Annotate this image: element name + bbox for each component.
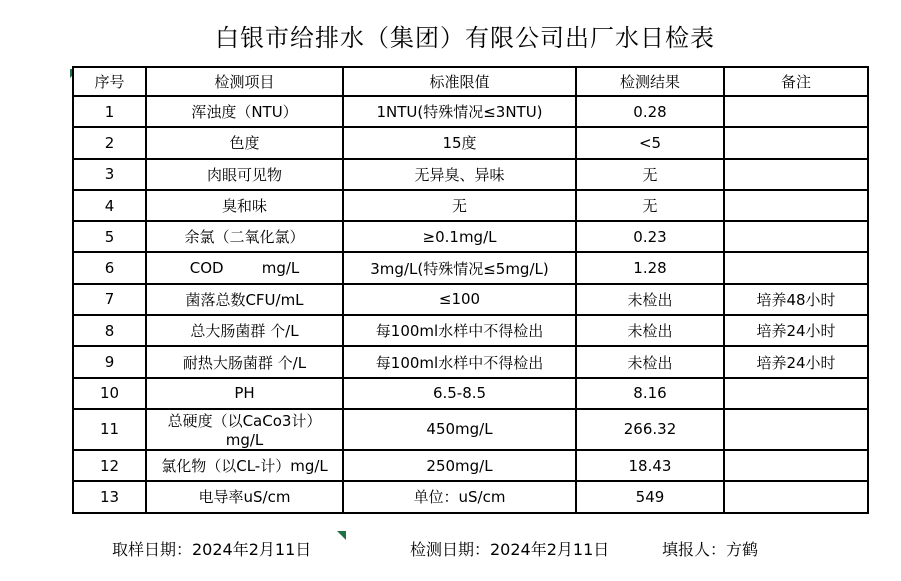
note-cell: [724, 127, 868, 158]
limit-cell: ≥0.1mg/L: [343, 221, 576, 252]
item-cell: 总大肠菌群 个/L: [146, 315, 343, 346]
row-no: 11: [73, 409, 146, 450]
limit-cell: 450mg/L: [343, 409, 576, 450]
row-no: 5: [73, 221, 146, 252]
limit-cell: 3mg/L(特殊情况≤5mg/L): [343, 252, 576, 283]
limit-cell: 每100ml水样中不得检出: [343, 346, 576, 377]
item-cell: 臭和味: [146, 190, 343, 221]
item-cell: 浑浊度（NTU）: [146, 96, 343, 127]
limit-cell: 每100ml水样中不得检出: [343, 315, 576, 346]
header-note: 备注: [724, 67, 868, 96]
note-cell: [724, 481, 868, 512]
header-item: 检测项目: [146, 67, 343, 96]
note-cell: [724, 378, 868, 409]
row-no: 2: [73, 127, 146, 158]
result-cell: <5: [576, 127, 724, 158]
table-row: [73, 252, 868, 283]
table-header-row: [73, 67, 868, 96]
table-row: [73, 159, 868, 190]
header-limit: 标准限值: [343, 67, 576, 96]
item-cell: 菌落总数CFU/mL: [146, 284, 343, 315]
row-no: 6: [73, 252, 146, 283]
table-row: [73, 378, 868, 409]
limit-cell: 无: [343, 190, 576, 221]
result-cell: 无: [576, 190, 724, 221]
item-cell: 肉眼可见物: [146, 159, 343, 190]
limit-cell: 无异臭、异味: [343, 159, 576, 190]
table-row: [73, 190, 868, 221]
reporter-name: 填报人：方鹤: [662, 540, 759, 559]
row-no: 7: [73, 284, 146, 315]
result-cell: 无: [576, 159, 724, 190]
limit-cell: ≤100: [343, 284, 576, 315]
limit-cell: 单位：uS/cm: [343, 481, 576, 512]
limit-cell: 250mg/L: [343, 450, 576, 481]
table-row: [73, 315, 868, 346]
item-cell: 电导率uS/cm: [146, 481, 343, 512]
limit-cell: 6.5-8.5: [343, 378, 576, 409]
row-no: 10: [73, 378, 146, 409]
result-cell: 1.28: [576, 252, 724, 283]
result-cell: 266.32: [576, 409, 724, 450]
row-no: 8: [73, 315, 146, 346]
row-no: 9: [73, 346, 146, 377]
item-cell: 总硬度（以CaCo3计）mg/L: [146, 409, 343, 450]
sampling-date: 取样日期：2024年2月11日: [112, 540, 312, 559]
daily-inspection-table: [72, 66, 869, 514]
table-row: [73, 221, 868, 252]
result-cell: 0.23: [576, 221, 724, 252]
item-cell: 余氯（二氧化氯）: [146, 221, 343, 252]
row-no: 3: [73, 159, 146, 190]
result-cell: 未检出: [576, 315, 724, 346]
note-cell: 培养24小时: [724, 315, 868, 346]
limit-cell: 15度: [343, 127, 576, 158]
note-cell: [724, 159, 868, 190]
result-cell: 8.16: [576, 378, 724, 409]
result-cell: 未检出: [576, 284, 724, 315]
result-cell: 0.28: [576, 96, 724, 127]
header-result: 检测结果: [576, 67, 724, 96]
result-cell: 18.43: [576, 450, 724, 481]
item-cell: PH: [146, 378, 343, 409]
table-row: [73, 346, 868, 377]
note-cell: 培养48小时: [724, 284, 868, 315]
note-cell: [724, 190, 868, 221]
row-no: 13: [73, 481, 146, 512]
row-no: 12: [73, 450, 146, 481]
row-no: 1: [73, 96, 146, 127]
note-cell: [724, 221, 868, 252]
note-cell: [724, 96, 868, 127]
table-row: [73, 450, 868, 481]
page-title: 白银市给排水（集团）有限公司出厂水日检表: [215, 24, 715, 52]
test-date: 检测日期：2024年2月11日: [410, 540, 610, 559]
header-no: 序号: [73, 67, 146, 96]
limit-cell: 1NTU(特殊情况≤3NTU): [343, 96, 576, 127]
result-cell: 549: [576, 481, 724, 512]
table-row: [73, 409, 868, 450]
note-cell: [724, 450, 868, 481]
note-cell: 培养24小时: [724, 346, 868, 377]
table-row: [73, 284, 868, 315]
green-fill-handle-icon: [337, 525, 346, 534]
item-cell: 氯化物（以CL-计）mg/L: [146, 450, 343, 481]
table-row: [73, 96, 868, 127]
result-cell: 未检出: [576, 346, 724, 377]
table-row: [73, 127, 868, 158]
item-cell: COD mg/L: [146, 252, 343, 283]
note-cell: [724, 409, 868, 450]
item-cell: 耐热大肠菌群 个/L: [146, 346, 343, 377]
footer: [0, 537, 901, 559]
table-row: [73, 481, 868, 512]
note-cell: [724, 252, 868, 283]
item-cell: 色度: [146, 127, 343, 158]
row-no: 4: [73, 190, 146, 221]
